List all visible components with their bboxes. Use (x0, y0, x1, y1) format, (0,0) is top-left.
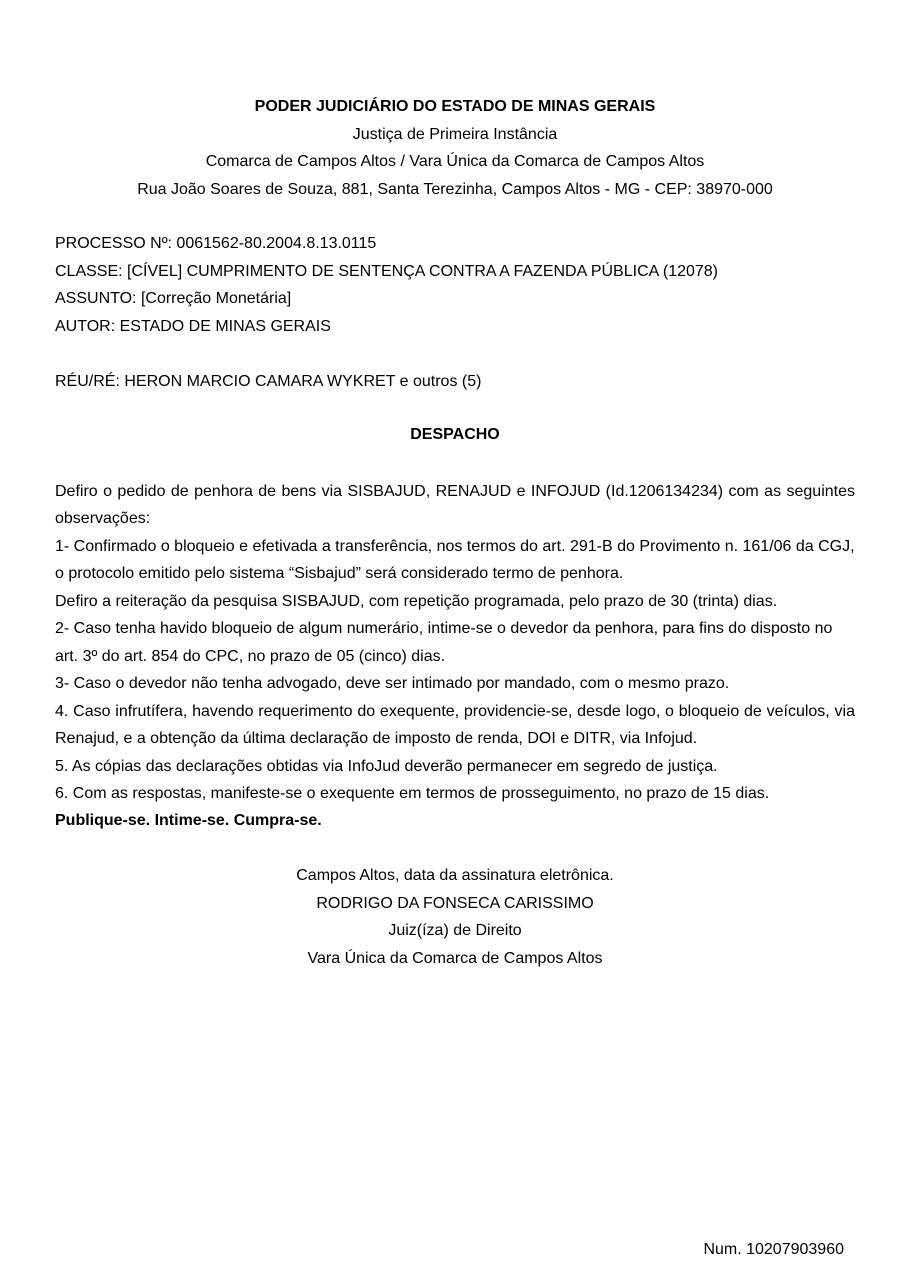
court-district: Comarca de Campos Altos / Vara Única da Comarca de Campos Altos (205, 153, 705, 171)
body-item-3: 3- Caso o devedor não tenha advogado, deve ser intimado por mandado, com o mesmo prazo. (55, 675, 730, 693)
court-name: PODER JUDICIÁRIO DO ESTADO DE MINAS GERAIS (254, 98, 656, 115)
signature-place-date: Campos Altos, data da assinatura eletrônica. (296, 867, 614, 884)
case-details (55, 230, 855, 396)
case-class: CLASSE: [CÍVEL] CUMPRIMENTO DE SENTENÇA CONTRA A FAZENDA PÚBLICA (12078) (55, 262, 719, 280)
case-defendant: RÉU/RÉ: HERON MARCIO CAMARA WYKRET e outros (5) (55, 372, 482, 390)
case-plaintiff: AUTOR: ESTADO DE MINAS GERAIS (55, 317, 331, 335)
court-unit: Vara Única da Comarca de Campos Altos (307, 949, 603, 967)
body-item-2: 2- Caso tenha havido bloqueio de algum numerário, intime-se o devedor da penhora, para fins do disposto no art. 3º do art. 854 do CPC, no prazo de 05 (cinco) dias. (55, 620, 833, 665)
document-number: Num. 10207903960 (703, 1241, 844, 1258)
body-item-6: 6. Com as respostas, manifeste-se o exequente em termos de prosseguimento, no prazo de 15 dias. (55, 784, 770, 802)
signature-block (0, 862, 910, 972)
judge-title: Juiz(íza) de Direito (388, 922, 522, 940)
body-item-5: 5. As cópias das declarações obtidas via InfoJud deverão permanecer em segredo de justiça. (55, 757, 718, 775)
document-title: DESPACHO (410, 426, 500, 443)
body-intro: Defiro o pedido de penhora de bens via SISBAJUD, RENAJUD e INFOJUD (Id.1206134234) com as seguintes observações: (55, 483, 855, 528)
spacer (55, 340, 855, 368)
body-closing: Publique-se. Intime-se. Cumpra-se. (55, 812, 322, 830)
body-item-4: 4. Caso infrutífera, havendo requerimento do exequente, providencie-se, desde logo, o bloqueio de veículos, via Renajud, e a obtenção da última declaração de imposto de renda, DOI e DITR, via Infojud. (55, 702, 855, 748)
document-header (0, 93, 910, 203)
document-body (55, 478, 855, 835)
judge-name: RODRIGO DA FONSECA CARISSIMO (316, 894, 594, 912)
court-address: Rua João Soares de Souza, 881, Santa Terezinha, Campos Altos - MG - CEP: 38970-000 (137, 180, 773, 198)
case-number: PROCESSO Nº: 0061562-80.2004.8.13.0115 (55, 235, 377, 252)
body-item-1: 1- Confirmado o bloqueio e efetivada a transferência, nos termos do art. 291-B do Provimento n. 161/06 da CGJ, o protocolo emitido pelo sistema “Sisbajud” será considerado termo de penhora. (55, 537, 855, 583)
body-item-1b: Defiro a reiteração da pesquisa SISBAJUD, com repetição programada, pelo prazo de 30 (trinta) dias. (55, 592, 778, 610)
court-instance: Justiça de Primeira Instância (352, 125, 558, 143)
case-subject: ASSUNTO: [Correção Monetária] (55, 290, 292, 308)
